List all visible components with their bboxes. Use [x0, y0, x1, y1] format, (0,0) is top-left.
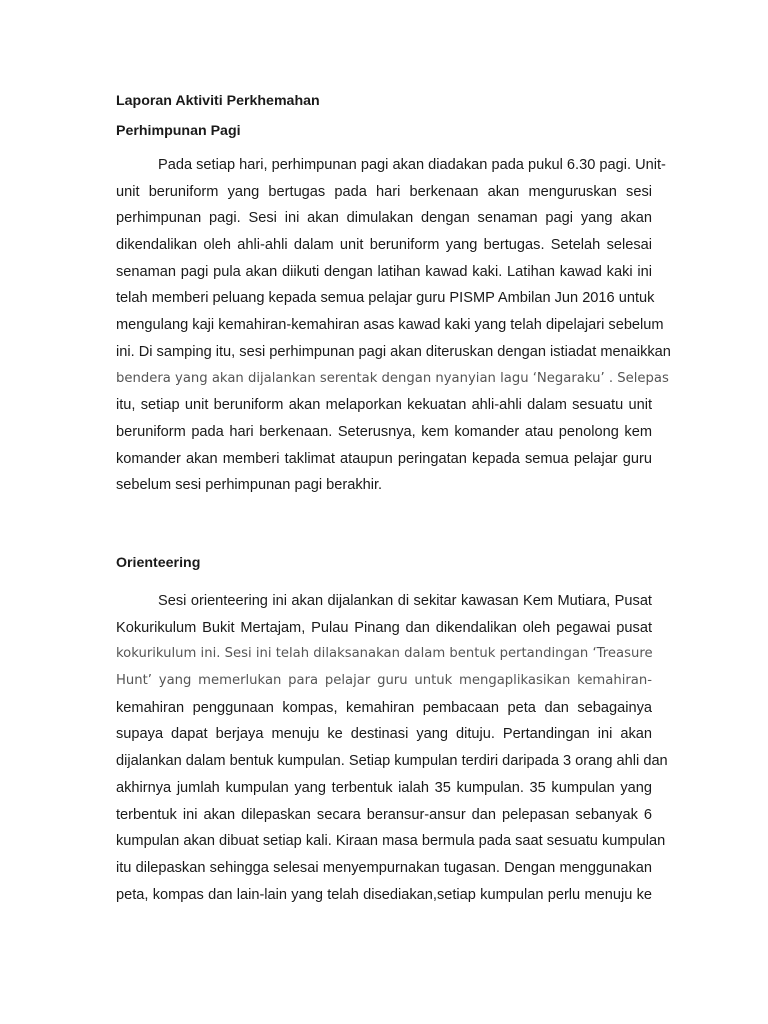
paragraph-line: kokurikulum ini. Sesi ini telah dilaksanakan dalam bentuk pertandingan ‘Treasure	[116, 646, 653, 662]
paragraph-line: kemahiran penggunaan kompas, kemahiran pembacaan peta dan sebagainya	[116, 699, 652, 716]
paragraph-line: Sesi orienteering ini akan dijalankan di sekitar kawasan Kem Mutiara, Pusat	[158, 593, 652, 609]
paragraph-line: dijalankan dalam bentuk kumpulan. Setiap kumpulan terdiri daripada 3 orang ahli dan	[116, 753, 668, 770]
paragraph-line: sebelum sesi perhimpunan pagi berakhir.	[116, 477, 383, 494]
paragraph-line: beruniform pada hari berkenaan. Seterusnya, kem komander atau penolong kem	[116, 423, 652, 440]
paragraph-line: komander akan memberi taklimat ataupun peringatan kepada semua pelajar guru	[116, 450, 652, 467]
section-heading-orienteering: Orienteering	[116, 555, 201, 571]
paragraph-line: telah memberi peluang kepada semua pelajar guru PISMP Ambilan Jun 2016 untuk	[116, 290, 655, 307]
paragraph-line: Kokurikulum Bukit Mertajam, Pulau Pinang dan dikendalikan oleh pegawai pusat	[116, 619, 652, 636]
paragraph-line: mengulang kaji kemahiran-kemahiran asas kawad kaki yang telah dipelajari sebelum	[116, 317, 664, 334]
paragraph-line: itu dilepaskan sehingga selesai menyempurnakan tugasan. Dengan menggunakan	[116, 859, 652, 876]
paragraph-line: terbentuk ini akan dilepaskan secara beransur-ansur dan pelepasan sebanyak 6	[116, 806, 652, 823]
paragraph-line: senaman pagi pula akan diikuti dengan latihan kawad kaki. Latihan kawad kaki ini	[116, 263, 652, 280]
paragraph-line: Hunt’ yang memerlukan para pelajar guru untuk mengaplikasikan kemahiran-	[116, 673, 652, 689]
paragraph-perhimpunan-pagi	[116, 152, 671, 499]
paragraph-line: perhimpunan pagi. Sesi ini akan dimulakan dengan senaman pagi yang akan	[116, 210, 652, 227]
section-heading-perhimpunan-pagi: Perhimpunan Pagi	[116, 123, 241, 139]
paragraph-line: unit beruniform yang bertugas pada hari berkenaan akan menguruskan sesi	[116, 183, 652, 200]
paragraph-orienteering	[116, 588, 668, 908]
paragraph-line: akhirnya jumlah kumpulan yang terbentuk ialah 35 kumpulan. 35 kumpulan yang	[116, 779, 652, 796]
paragraph-line: supaya dapat berjaya menuju ke destinasi yang dituju. Pertandingan ini akan	[116, 726, 652, 743]
paragraph-line: itu, setiap unit beruniform akan melaporkan kekuatan ahli-ahli dalam sesuatu unit	[116, 397, 652, 414]
paragraph-line: kumpulan akan dibuat setiap kali. Kiraan masa bermula pada saat sesuatu kumpulan	[116, 833, 666, 850]
paragraph-line: dikendalikan oleh ahli-ahli dalam unit beruniform yang bertugas. Setelah selesai	[116, 237, 652, 254]
paragraph-line: peta, kompas dan lain-lain yang telah disediakan,setiap kumpulan perlu menuju ke	[116, 886, 652, 903]
paragraph-line: bendera yang akan dijalankan serentak dengan nyanyian lagu ‘Negaraku’ . Selepas	[116, 370, 669, 386]
paragraph-line: Pada setiap hari, perhimpunan pagi akan diadakan pada pukul 6.30 pagi. Unit-	[158, 157, 666, 173]
paragraph-line: ini. Di samping itu, sesi perhimpunan pagi akan diteruskan dengan istiadat menaikkan	[116, 343, 671, 360]
document-title: Laporan Aktiviti Perkhemahan	[116, 93, 320, 109]
